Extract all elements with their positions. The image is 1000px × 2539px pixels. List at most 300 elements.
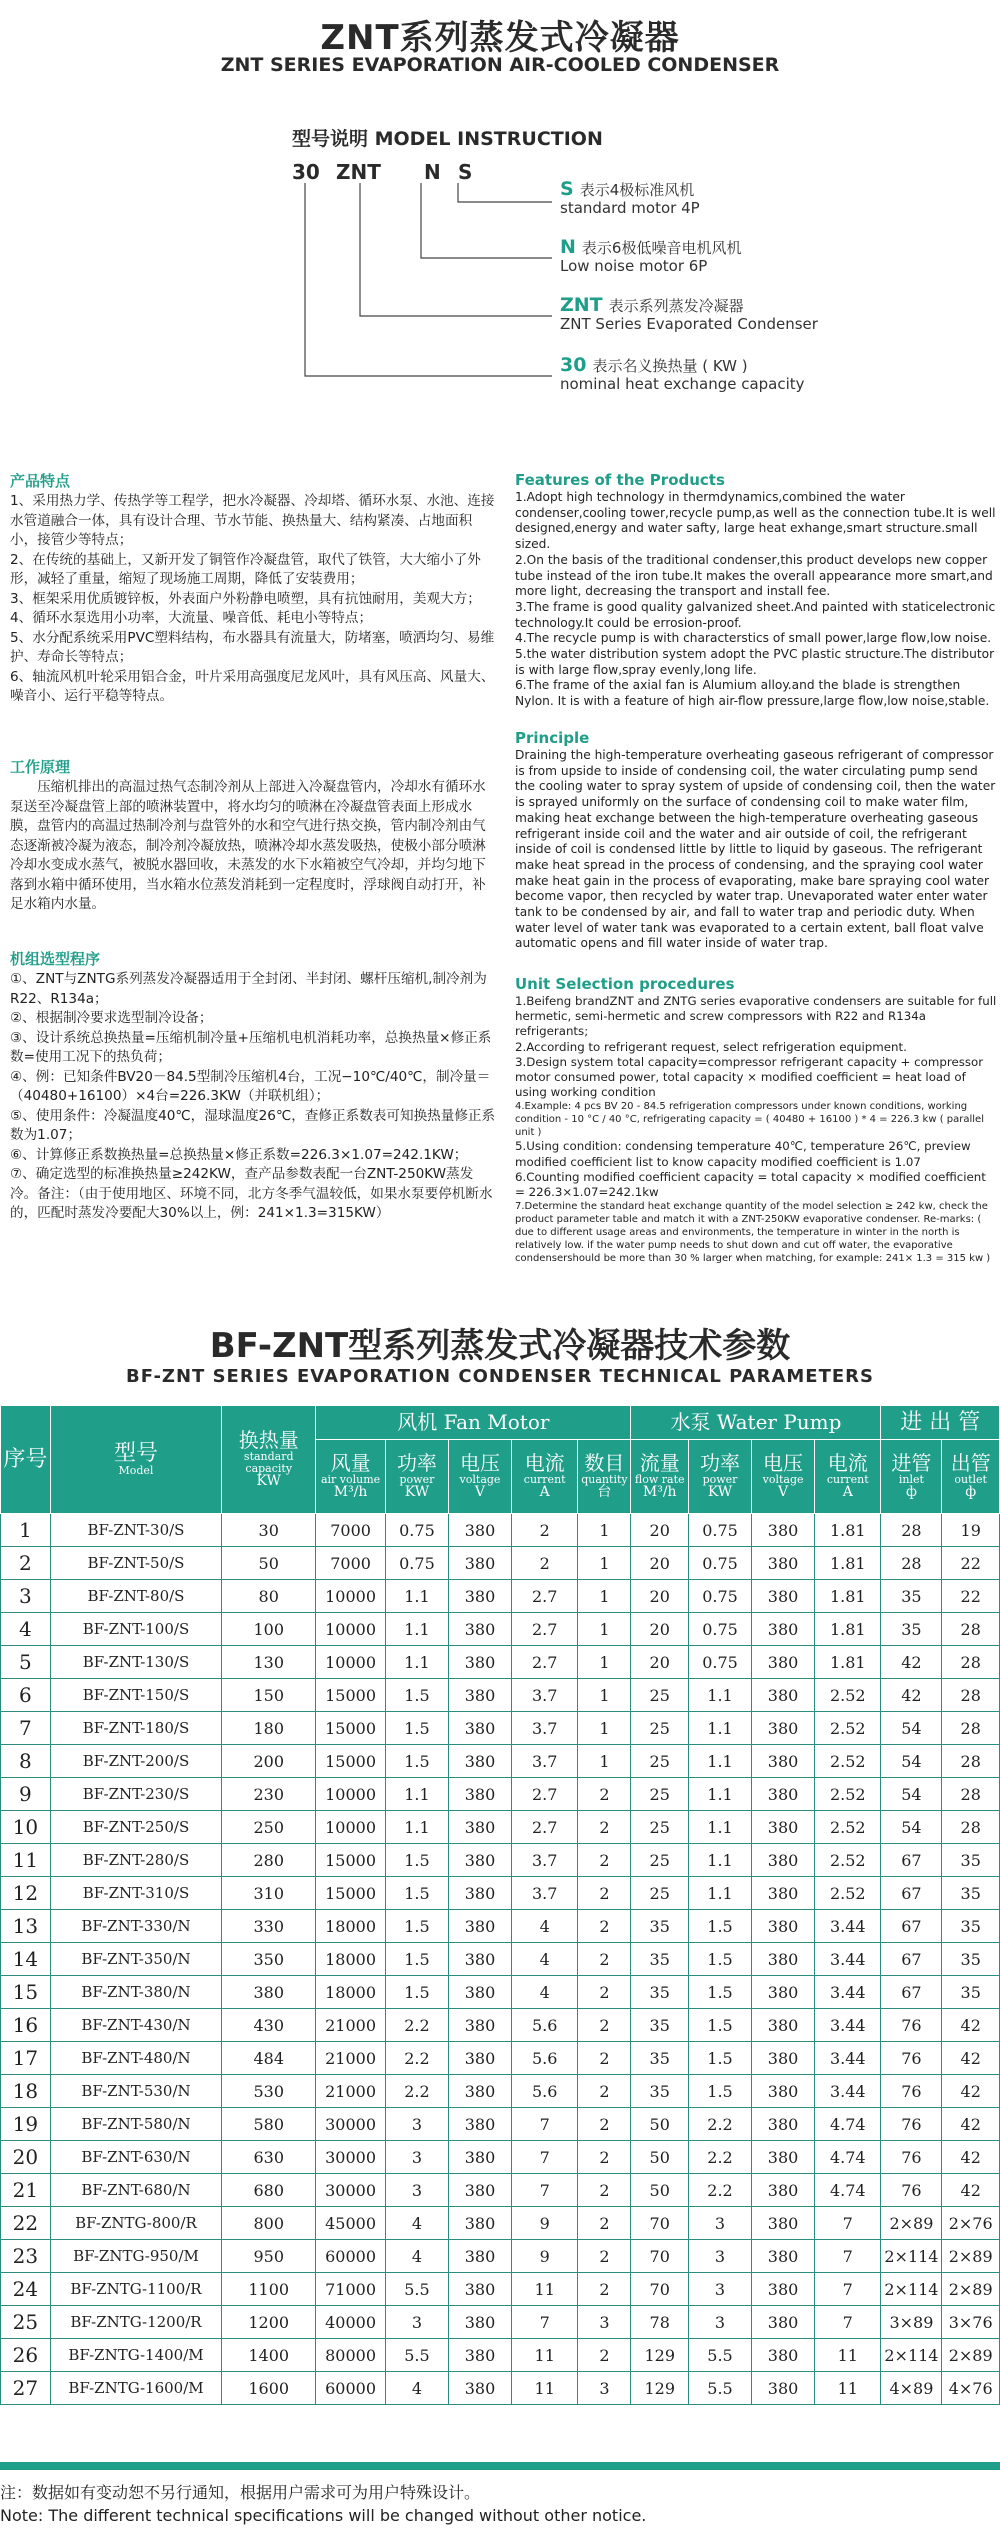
- table-cell: 380: [448, 2207, 511, 2240]
- table-cell: 5.6: [512, 2075, 578, 2108]
- table-cell: 2.52: [815, 1679, 881, 1712]
- table-cell: 80: [222, 1580, 316, 1613]
- table-cell: 380: [752, 1910, 815, 1943]
- row-model: BF-ZNT-50/S: [50, 1547, 221, 1580]
- table-cell: 380: [752, 2108, 815, 2141]
- table-cell: 1400: [222, 2339, 316, 2372]
- table-row: [1, 2174, 1000, 2207]
- table-cell: 35: [631, 1976, 689, 2009]
- table-cell: 7: [512, 2141, 578, 2174]
- selection-en-6: 6.Counting modified coefficient capacity = total capacity × modified coefficient = 226.3×1.07=242.1kw: [515, 1169, 986, 1200]
- row-index: 3: [1, 1580, 51, 1613]
- col-pump-power: 功率 power KW: [688, 1440, 751, 1514]
- row-index: 23: [1, 2240, 51, 2273]
- features-cn-heading: 产品特点: [10, 472, 71, 490]
- table-row: [1, 1580, 1000, 1613]
- table-cell: 2: [578, 2207, 631, 2240]
- table-cell: 35: [631, 2075, 689, 2108]
- table-cell: 380: [448, 1580, 511, 1613]
- row-model: BF-ZNT-280/S: [50, 1844, 221, 1877]
- table-cell: 0.75: [688, 1613, 751, 1646]
- row-model: BF-ZNT-680/N: [50, 2174, 221, 2207]
- table-cell: 40000: [316, 2306, 386, 2339]
- row-model: BF-ZNT-530/N: [50, 2075, 221, 2108]
- table-cell: 3: [688, 2273, 751, 2306]
- table-cell: 1.81: [815, 1580, 881, 1613]
- table-cell: 1.1: [385, 1646, 448, 1679]
- table-cell: 28: [942, 1778, 1000, 1811]
- table-row: [1, 1514, 1000, 1547]
- table-cell: 380: [752, 1547, 815, 1580]
- table-cell: 25: [631, 1877, 689, 1910]
- table-cell: 3.44: [815, 2042, 881, 2075]
- table-cell: 2.7: [512, 1646, 578, 1679]
- table-cell: 25: [631, 1811, 689, 1844]
- table-cell: 18000: [316, 1910, 386, 1943]
- col-fan-power: 功率 power KW: [385, 1440, 448, 1514]
- table-cell: 54: [881, 1745, 942, 1778]
- table-cell: 129: [631, 2339, 689, 2372]
- table-cell: 7: [512, 2306, 578, 2339]
- row-model: BF-ZNT-100/S: [50, 1613, 221, 1646]
- table-cell: 4.74: [815, 2141, 881, 2174]
- col-capacity: 换热量 standard capacity KW: [222, 1406, 316, 1514]
- table-cell: 7: [815, 2273, 881, 2306]
- table-cell: 25: [631, 1844, 689, 1877]
- table-cell: 28: [942, 1811, 1000, 1844]
- table-cell: 350: [222, 1943, 316, 1976]
- table-cell: 2: [578, 2009, 631, 2042]
- table-cell: 10000: [316, 1580, 386, 1613]
- table-cell: 30000: [316, 2141, 386, 2174]
- spec-table-body: [1, 1514, 1000, 2405]
- table-cell: 2: [578, 2108, 631, 2141]
- table-cell: 250: [222, 1811, 316, 1844]
- table-row: [1, 1547, 1000, 1580]
- table-cell: 380: [448, 2009, 511, 2042]
- table-cell: 530: [222, 2075, 316, 2108]
- table-cell: 2×114: [881, 2240, 942, 2273]
- table-cell: 3×89: [881, 2306, 942, 2339]
- selection-cn-1: ①、ZNT与ZNTG系列蒸发冷凝器适用于全封闭、半封闭、螺杆压缩机,制冷剂为R22、R134a；: [10, 971, 487, 1007]
- principle-cn-heading: 工作原理: [10, 758, 71, 776]
- feature-cn-4: 4、循环水泵选用小功率，大流量、噪音低、耗电小等特点；: [10, 610, 373, 626]
- table-cell: 7: [512, 2108, 578, 2141]
- table-cell: 1.81: [815, 1613, 881, 1646]
- selection-cn-2: ②、根据制冷要求选型制冷设备；: [10, 1010, 213, 1026]
- row-index: 17: [1, 2042, 51, 2075]
- table-cell: 380: [752, 2141, 815, 2174]
- table-cell: 5.5: [385, 2339, 448, 2372]
- table-cell: 35: [881, 1613, 942, 1646]
- table-cell: 2.52: [815, 1745, 881, 1778]
- feature-en-5: 5.the water distribution system adopt the PVC plastic structure.The distributor is with large flow,spray evenly,long life.: [515, 647, 995, 677]
- feature-en-4: 4.The recycle pump is with characterstics of small power,large flow,low noise.: [515, 631, 992, 646]
- table-cell: 4×76: [942, 2372, 1000, 2405]
- table-cell: 67: [881, 1943, 942, 1976]
- table-cell: 11: [815, 2372, 881, 2405]
- table-cell: 70: [631, 2273, 689, 2306]
- table-cell: 60000: [316, 2372, 386, 2405]
- table-cell: 1: [578, 1580, 631, 1613]
- table-row: [1, 2306, 1000, 2339]
- table-cell: 3: [385, 2108, 448, 2141]
- row-model: BF-ZNT-80/S: [50, 1580, 221, 1613]
- row-model: BF-ZNT-380/N: [50, 1976, 221, 2009]
- table-cell: 380: [752, 2174, 815, 2207]
- table-row: [1, 1679, 1000, 1712]
- row-model: BF-ZNT-250/S: [50, 1811, 221, 1844]
- selection-cn-4: ④、例：已知条件BV20－84.5型制冷压缩机4台，工况−10℃/40℃，制冷量＝（40480+16100）×4台=226.3KW（并联机组）；: [10, 1068, 491, 1104]
- feature-en-6: 6.The frame of the axial fan is Alumium alloy.and the blade is strengthen Nylon. It is with a feature of high air-flow pressure,large flow,low noise,stable.: [515, 678, 990, 709]
- col-quantity: 数目 quantity 台: [578, 1440, 631, 1514]
- table-row: [1, 1745, 1000, 1778]
- table-cell: 4: [512, 1943, 578, 1976]
- table-cell: 380: [752, 1811, 815, 1844]
- table-cell: 10000: [316, 1778, 386, 1811]
- table-cell: 7000: [316, 1547, 386, 1580]
- table-cell: 15000: [316, 1745, 386, 1778]
- table-cell: 3.7: [512, 1679, 578, 1712]
- table-row: [1, 2273, 1000, 2306]
- table-cell: 380: [448, 1910, 511, 1943]
- table-row: [1, 2339, 1000, 2372]
- model-instruction-heading: 型号说明 MODEL INSTRUCTION: [292, 128, 603, 150]
- table-row: [1, 1943, 1000, 1976]
- feature-en-2: 2.On the basis of the traditional condenser,this product develops new copper tube instead of the iron tube.It makes the overall appearance more smart,and more light, decreasing the transport and install fee.: [515, 552, 993, 599]
- row-index: 7: [1, 1712, 51, 1745]
- table-cell: 25: [631, 1712, 689, 1745]
- table-cell: 380: [752, 2372, 815, 2405]
- table-cell: 35: [942, 1877, 1000, 1910]
- table-cell: 67: [881, 1844, 942, 1877]
- row-index: 15: [1, 1976, 51, 2009]
- table-cell: 380: [752, 1844, 815, 1877]
- table-cell: 30000: [316, 2108, 386, 2141]
- col-pump-current: 电流 current A: [815, 1440, 881, 1514]
- row-index: 6: [1, 1679, 51, 1712]
- table-cell: 2: [512, 1514, 578, 1547]
- table-cell: 4: [512, 1976, 578, 2009]
- table-cell: 35: [942, 1910, 1000, 1943]
- table-cell: 380: [752, 1976, 815, 2009]
- table-cell: 20: [631, 1514, 689, 1547]
- table-row: [1, 2240, 1000, 2273]
- table-cell: 380: [448, 2273, 511, 2306]
- table-cell: 1.5: [385, 1745, 448, 1778]
- row-model: BF-ZNT-30/S: [50, 1514, 221, 1547]
- table-cell: 54: [881, 1811, 942, 1844]
- table-cell: 25: [631, 1745, 689, 1778]
- table-cell: 380: [752, 1646, 815, 1679]
- row-index: 25: [1, 2306, 51, 2339]
- principle-cn: [10, 756, 498, 915]
- table-cell: 10000: [316, 1646, 386, 1679]
- table-cell: 42: [881, 1679, 942, 1712]
- table-cell: 42: [942, 2108, 1000, 2141]
- table-cell: 15000: [316, 1844, 386, 1877]
- table-cell: 680: [222, 2174, 316, 2207]
- table-cell: 2×114: [881, 2273, 942, 2306]
- table-cell: 76: [881, 2009, 942, 2042]
- page-subtitle: ZNT SERIES EVAPORATION AIR-COOLED CONDENSER: [220, 54, 780, 76]
- table-cell: 580: [222, 2108, 316, 2141]
- feature-cn-1: 1、采用热力学、传热学等工程学，把水冷凝器、冷却塔、循环水泵、水池、连接水管道融合一体，具有设计合理、节水节能、换热量大、结构紧凑、占地面积小，接管少等特点；: [10, 493, 495, 548]
- table-cell: 22: [942, 1580, 1000, 1613]
- table-cell: 1: [578, 1712, 631, 1745]
- table-cell: 5.5: [688, 2339, 751, 2372]
- table-cell: 2×76: [942, 2207, 1000, 2240]
- row-model: BF-ZNT-430/N: [50, 2009, 221, 2042]
- table-cell: 380: [448, 1745, 511, 1778]
- table-cell: 380: [752, 2042, 815, 2075]
- table-cell: 4.74: [815, 2108, 881, 2141]
- table-cell: 200: [222, 1745, 316, 1778]
- table-cell: 1.1: [385, 1811, 448, 1844]
- col-outlet: 出管 outlet ф: [942, 1440, 1000, 1514]
- table-cell: 380: [448, 1976, 511, 2009]
- row-model: BF-ZNTG-1100/R: [50, 2273, 221, 2306]
- table-cell: 2: [578, 1811, 631, 1844]
- row-index: 8: [1, 1745, 51, 1778]
- table-cell: 2.7: [512, 1778, 578, 1811]
- table-cell: 22: [942, 1547, 1000, 1580]
- selection-en-7: 7.Determine the standard heat exchange quantity of the model selection ≥ 242 kw, check the product parameter table and match it with a ZNT-250KW evaporative condenser. Re-marks: ( due to different usage areas and environments, the temperature in winter in the north is relatively low. if the water pump needs to shut down and cut off water, the evaporative condensershould be more than 30 % larger when matching, for example: 241× 1.3 = 315 kw ): [515, 1201, 991, 1265]
- table-cell: 2: [578, 1910, 631, 1943]
- table-cell: 50: [631, 2141, 689, 2174]
- row-index: 9: [1, 1778, 51, 1811]
- selection-en-2: 2.According to refrigerant request, select refrigeration equipment.: [515, 1039, 907, 1054]
- table-cell: 1.5: [688, 1976, 751, 2009]
- table-row: [1, 1646, 1000, 1679]
- row-index: 27: [1, 2372, 51, 2405]
- note-cn: 注：数据如有变动恕不另行通知，根据用户需求可为用户特殊设计。: [0, 2483, 481, 2502]
- table-cell: 1.81: [815, 1646, 881, 1679]
- table-cell: 50: [222, 1547, 316, 1580]
- selection-cn-6: ⑥、计算修正系数换热量=总换热量×修正系数=226.3×1.07=242.1KW；: [10, 1146, 468, 1163]
- table-cell: 42: [942, 2009, 1000, 2042]
- table-cell: 60000: [316, 2240, 386, 2273]
- table-cell: 2: [578, 2141, 631, 2174]
- table-cell: 2: [578, 2240, 631, 2273]
- table-cell: 28: [881, 1547, 942, 1580]
- table-cell: 380: [752, 1679, 815, 1712]
- table-cell: 20: [631, 1580, 689, 1613]
- table-cell: 2×89: [942, 2240, 1000, 2273]
- table-cell: 0.75: [688, 1646, 751, 1679]
- model-connector-lines: [0, 0, 1000, 400]
- table-cell: 21000: [316, 2009, 386, 2042]
- table-cell: 430: [222, 2009, 316, 2042]
- table-row: [1, 2009, 1000, 2042]
- table-cell: 28: [942, 1646, 1000, 1679]
- table-cell: 2: [578, 2339, 631, 2372]
- table-cell: 3: [385, 2141, 448, 2174]
- table-cell: 4: [385, 2207, 448, 2240]
- row-index: 11: [1, 1844, 51, 1877]
- table-cell: 35: [631, 2042, 689, 2075]
- row-index: 14: [1, 1943, 51, 1976]
- table-cell: 2.2: [688, 2174, 751, 2207]
- table-cell: 7: [815, 2306, 881, 2339]
- table-cell: 28: [942, 1679, 1000, 1712]
- table-cell: 3: [578, 2306, 631, 2339]
- table-cell: 2.2: [688, 2108, 751, 2141]
- table-cell: 2.52: [815, 1877, 881, 1910]
- table-cell: 11: [512, 2339, 578, 2372]
- table-cell: 42: [881, 1646, 942, 1679]
- table-cell: 2.52: [815, 1778, 881, 1811]
- row-index: 24: [1, 2273, 51, 2306]
- table-cell: 380: [752, 2339, 815, 2372]
- table-cell: 3: [688, 2207, 751, 2240]
- table-cell: 67: [881, 1910, 942, 1943]
- table-cell: 0.75: [688, 1547, 751, 1580]
- features-cn: [10, 470, 498, 707]
- row-index: 1: [1, 1514, 51, 1547]
- table-cell: 380: [448, 2174, 511, 2207]
- table-cell: 380: [448, 1712, 511, 1745]
- row-model: BF-ZNT-480/N: [50, 2042, 221, 2075]
- row-model: BF-ZNT-630/N: [50, 2141, 221, 2174]
- selection-en-3: 3.Design system total capacity=compressor refrigerant capacity + compressor motor consumed power, total capacity × modified coefficient = heat load of using working condition: [515, 1054, 984, 1100]
- table-cell: 3.44: [815, 2009, 881, 2042]
- table-cell: 76: [881, 2042, 942, 2075]
- page-title: ZNT系列蒸发式冷凝器: [320, 18, 680, 58]
- table-cell: 50: [631, 2108, 689, 2141]
- table-cell: 129: [631, 2372, 689, 2405]
- table-cell: 2.7: [512, 1613, 578, 1646]
- table-cell: 67: [881, 1877, 942, 1910]
- table-cell: 11: [815, 2339, 881, 2372]
- table-cell: 2: [578, 1943, 631, 1976]
- row-model: BF-ZNTG-1600/M: [50, 2372, 221, 2405]
- table-cell: 3.7: [512, 1877, 578, 1910]
- table-cell: 1: [578, 1514, 631, 1547]
- table-cell: 2.7: [512, 1580, 578, 1613]
- model-code-motor: N: [424, 160, 441, 184]
- table-cell: 11: [512, 2273, 578, 2306]
- row-model: BF-ZNT-310/S: [50, 1877, 221, 1910]
- table-cell: 2: [578, 2075, 631, 2108]
- table-cell: 380: [448, 1844, 511, 1877]
- table-cell: 76: [881, 2108, 942, 2141]
- table-cell: 1.1: [688, 1712, 751, 1745]
- table-cell: 1.1: [688, 1778, 751, 1811]
- col-air-volume: 风量 air volume M³/h: [316, 1440, 386, 1514]
- table-cell: 21000: [316, 2042, 386, 2075]
- note-en: Note: The different technical specifications will be changed without other notice.: [0, 2506, 647, 2525]
- table-cell: 1.5: [385, 1679, 448, 1712]
- table-cell: 1.81: [815, 1547, 881, 1580]
- table-cell: 380: [752, 1514, 815, 1547]
- table-cell: 3: [385, 2306, 448, 2339]
- table-cell: 20: [631, 1613, 689, 1646]
- table-cell: 0.75: [385, 1514, 448, 1547]
- table-row: [1, 1910, 1000, 1943]
- table-cell: 1.1: [385, 1580, 448, 1613]
- table-cell: 7: [512, 2174, 578, 2207]
- table-cell: 484: [222, 2042, 316, 2075]
- row-index: 10: [1, 1811, 51, 1844]
- table-cell: 9: [512, 2207, 578, 2240]
- table-cell: 2.52: [815, 1844, 881, 1877]
- table-cell: 42: [942, 2174, 1000, 2207]
- table-cell: 28: [942, 1613, 1000, 1646]
- table-cell: 1.5: [385, 1877, 448, 1910]
- selection-en-4: 4.Example: 4 pcs BV 20 - 84.5 refrigeration compressors under known conditions, working condition - 10 °C / 40 °C, refrigerating capacity = ( 40480 + 16100 ) * 4 = 226.3 kw ( parallel unit ): [515, 1101, 984, 1139]
- row-index: 26: [1, 2339, 51, 2372]
- row-model: BF-ZNT-580/N: [50, 2108, 221, 2141]
- col-fan-current: 电流 current A: [512, 1440, 578, 1514]
- table-cell: 3×76: [942, 2306, 1000, 2339]
- table-cell: 3.44: [815, 1943, 881, 1976]
- feature-en-3: 3.The frame is good quality galvanized sheet.And painted with staticelectronic technology.It could be errosion-proof.: [515, 599, 996, 630]
- table-cell: 2: [578, 1877, 631, 1910]
- selection-cn-3: ③、设计系统总换热量=压缩机制冷量+压缩机电机消耗功率，总换热量×修正系数=使用工况下的热负荷；: [10, 1029, 492, 1065]
- table-cell: 20: [631, 1646, 689, 1679]
- feature-cn-6: 6、轴流风机叶轮采用铝合金，叶片采用高强度尼龙风叶，具有风压高、风量大、噪音小、运行平稳等特点。: [10, 668, 495, 704]
- tech-subtitle: BF-ZNT SERIES EVAPORATION CONDENSER TECHNICAL PARAMETERS: [126, 1366, 874, 1387]
- table-cell: 1.1: [688, 1679, 751, 1712]
- feature-en-1: 1.Adopt high technology in thermdynamics,combined the water condenser,cooling tower,recycle pump,as well as the connection tube.It is well designed,energy and water safty, large heat exhange,smart structure.small sized.: [515, 490, 996, 552]
- table-cell: 11: [512, 2372, 578, 2405]
- table-row: [1, 2141, 1000, 2174]
- table-cell: 2×114: [881, 2339, 942, 2372]
- selection-cn: [10, 948, 498, 1224]
- table-cell: 67: [881, 1976, 942, 2009]
- table-cell: 2.2: [688, 2141, 751, 2174]
- group-fan-motor: 风机 Fan Motor: [316, 1406, 631, 1440]
- table-cell: 15000: [316, 1679, 386, 1712]
- col-fan-voltage: 电压 voltage V: [448, 1440, 511, 1514]
- table-cell: 1: [578, 1745, 631, 1778]
- table-cell: 1200: [222, 2306, 316, 2339]
- table-cell: 76: [881, 2141, 942, 2174]
- table-cell: 1: [578, 1613, 631, 1646]
- table-cell: 35: [881, 1580, 942, 1613]
- table-cell: 380: [752, 1580, 815, 1613]
- table-row: [1, 1811, 1000, 1844]
- table-cell: 71000: [316, 2273, 386, 2306]
- table-cell: 1.1: [688, 1811, 751, 1844]
- principle-en-text: Draining the high-temperature overheating gaseous refrigerant of compressor is from upside to inside of condensing coil, the water circulating pump send the cooling water to spray system of upside of condensing coil, then the water is sprayed uniformly on the surface of condensing coil to make water film, making heat exchange between the high-temperature overheating gaseous refrigerant inside coil and the water and air outside of coil, the refrigerant inside of coil is condensed little by little to liquid by gaseous. The refrigerant make heat spread in the process of condensing, and the spraying cool water make heat gain in the process of evaporating, make bare spraying cool water become vapor, then recycled by water trap. Unevaporated water enter water tank to be condensed by air, and fall to water trap and periodic duty. When water level of water tank was evaporated to a certain extent, ball float valve automatic opens and fill water inside of water trap.: [515, 748, 996, 951]
- row-model: BF-ZNTG-1400/M: [50, 2339, 221, 2372]
- table-cell: 2.2: [385, 2075, 448, 2108]
- table-cell: 180: [222, 1712, 316, 1745]
- table-cell: 54: [881, 1712, 942, 1745]
- row-index: 13: [1, 1910, 51, 1943]
- principle-en: [515, 728, 997, 952]
- table-cell: 2: [578, 1778, 631, 1811]
- table-cell: 35: [942, 1976, 1000, 2009]
- table-cell: 310: [222, 1877, 316, 1910]
- table-cell: 70: [631, 2240, 689, 2273]
- table-cell: 3.7: [512, 1844, 578, 1877]
- table-cell: 0.75: [688, 1580, 751, 1613]
- legend-item-znt: ZNT 表示系列蒸发冷凝器 ZNT Series Evaporated Condenser: [560, 294, 818, 333]
- table-cell: 1.5: [385, 1943, 448, 1976]
- table-cell: 28: [942, 1712, 1000, 1745]
- table-cell: 380: [752, 2306, 815, 2339]
- table-cell: 4×89: [881, 2372, 942, 2405]
- table-cell: 1: [578, 1679, 631, 1712]
- table-cell: 2.52: [815, 1811, 881, 1844]
- table-cell: 1.1: [385, 1778, 448, 1811]
- table-cell: 21000: [316, 2075, 386, 2108]
- table-cell: 380: [752, 1712, 815, 1745]
- table-cell: 380: [448, 2339, 511, 2372]
